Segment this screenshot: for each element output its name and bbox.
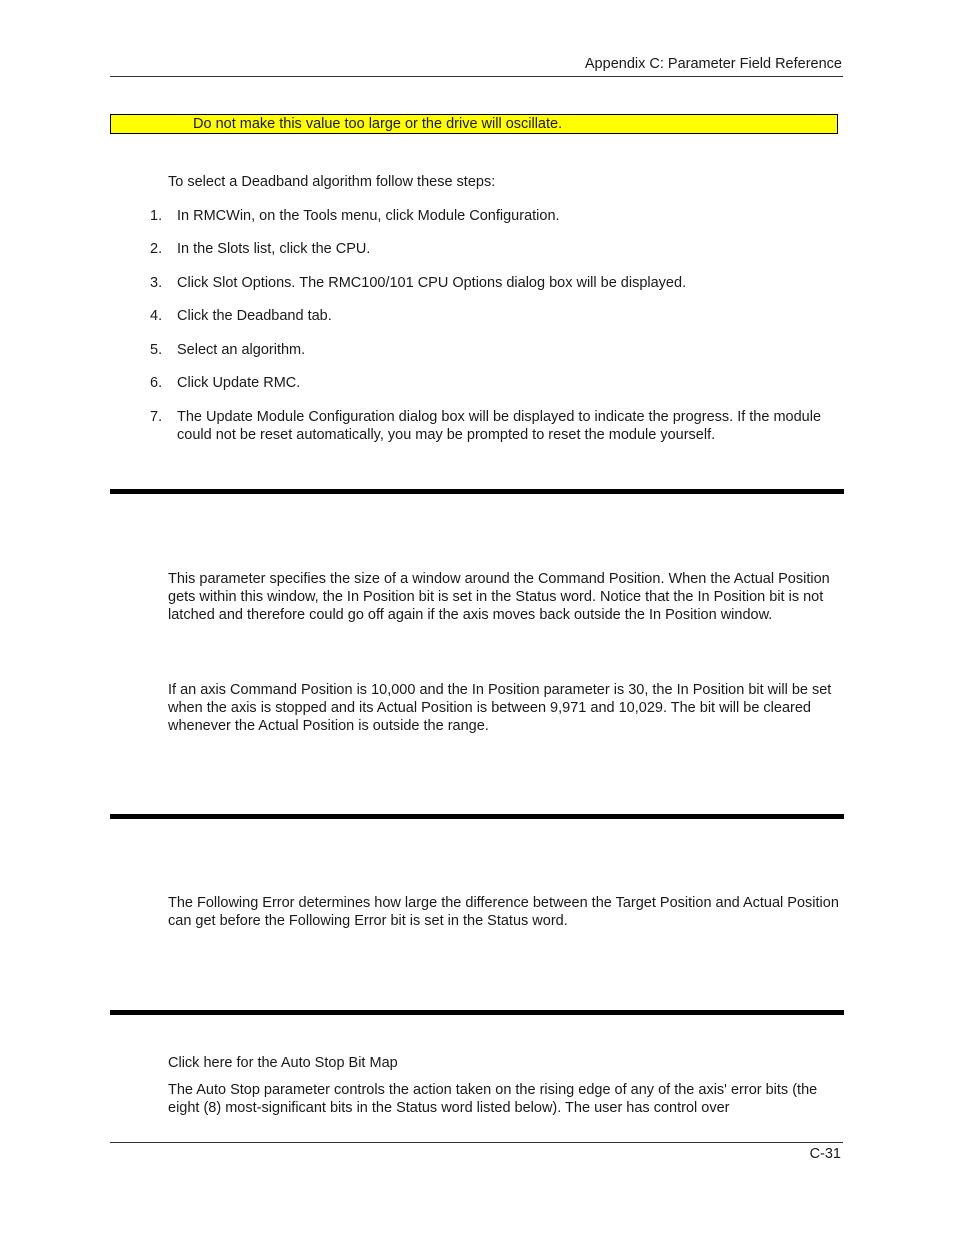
section-divider: [110, 814, 844, 819]
section-divider: [110, 1010, 844, 1015]
step-text: In the Slots list, click the CPU.: [177, 241, 371, 257]
auto-stop-bit-map-link[interactable]: Click here for the Auto Stop Bit Map: [168, 1055, 398, 1071]
in-position-description: This parameter specifies the size of a window around the Command Position. When the Actual Position gets within this window, the In Position bit is set in the Status word. Notice that the In Position bit is not latched and therefore could go off again if the axis moves back outside the In Position window.: [168, 571, 830, 623]
warning-text: Do not make this value too large or the drive will oscillate.: [193, 116, 563, 132]
step-text: Click the Deadband tab.: [177, 308, 332, 324]
page-header-title: Appendix C: Parameter Field Reference: [584, 56, 842, 72]
auto-stop-description: The Auto Stop parameter controls the action taken on the rising edge of any of the axis' error bits (the eight (8) most-significant bits in the Status word listed below). The user has control over: [168, 1082, 818, 1116]
deadband-intro: To select a Deadband algorithm follow these steps:: [168, 174, 496, 190]
step-number: 3.: [150, 275, 163, 291]
step-number: 2.: [150, 241, 163, 257]
warning-callout: [110, 114, 838, 134]
step-text: Select an algorithm.: [177, 342, 306, 358]
step-number: 6.: [150, 375, 163, 391]
page-number: C-31: [809, 1146, 841, 1162]
following-error-description: The Following Error determines how large the difference between the Target Position and Actual Position can get before the Following Error bit is set in the Status word.: [168, 895, 839, 929]
step-text: The Update Module Configuration dialog box will be displayed to indicate the progress. If the module could not be reset automatically, you may be prompted to reset the module yourself.: [177, 409, 822, 443]
step-number: 1.: [150, 208, 163, 224]
step-text: Click Update RMC.: [177, 375, 301, 391]
header-divider: [110, 76, 843, 77]
step-text: In RMCWin, on the Tools menu, click Module Configuration.: [177, 208, 560, 224]
section-divider: [110, 489, 844, 494]
step-text: Click Slot Options. The RMC100/101 CPU Options dialog box will be displayed.: [177, 275, 687, 291]
step-number: 7.: [150, 409, 163, 425]
step-number: 5.: [150, 342, 163, 358]
step-number: 4.: [150, 308, 163, 324]
in-position-example: If an axis Command Position is 10,000 and the In Position parameter is 30, the In Position bit will be set when the axis is stopped and its Actual Position is between 9,971 and 10,029. The bit will be cleared whenever the Actual Position is outside the range.: [168, 682, 832, 734]
footer-divider: [110, 1142, 843, 1143]
